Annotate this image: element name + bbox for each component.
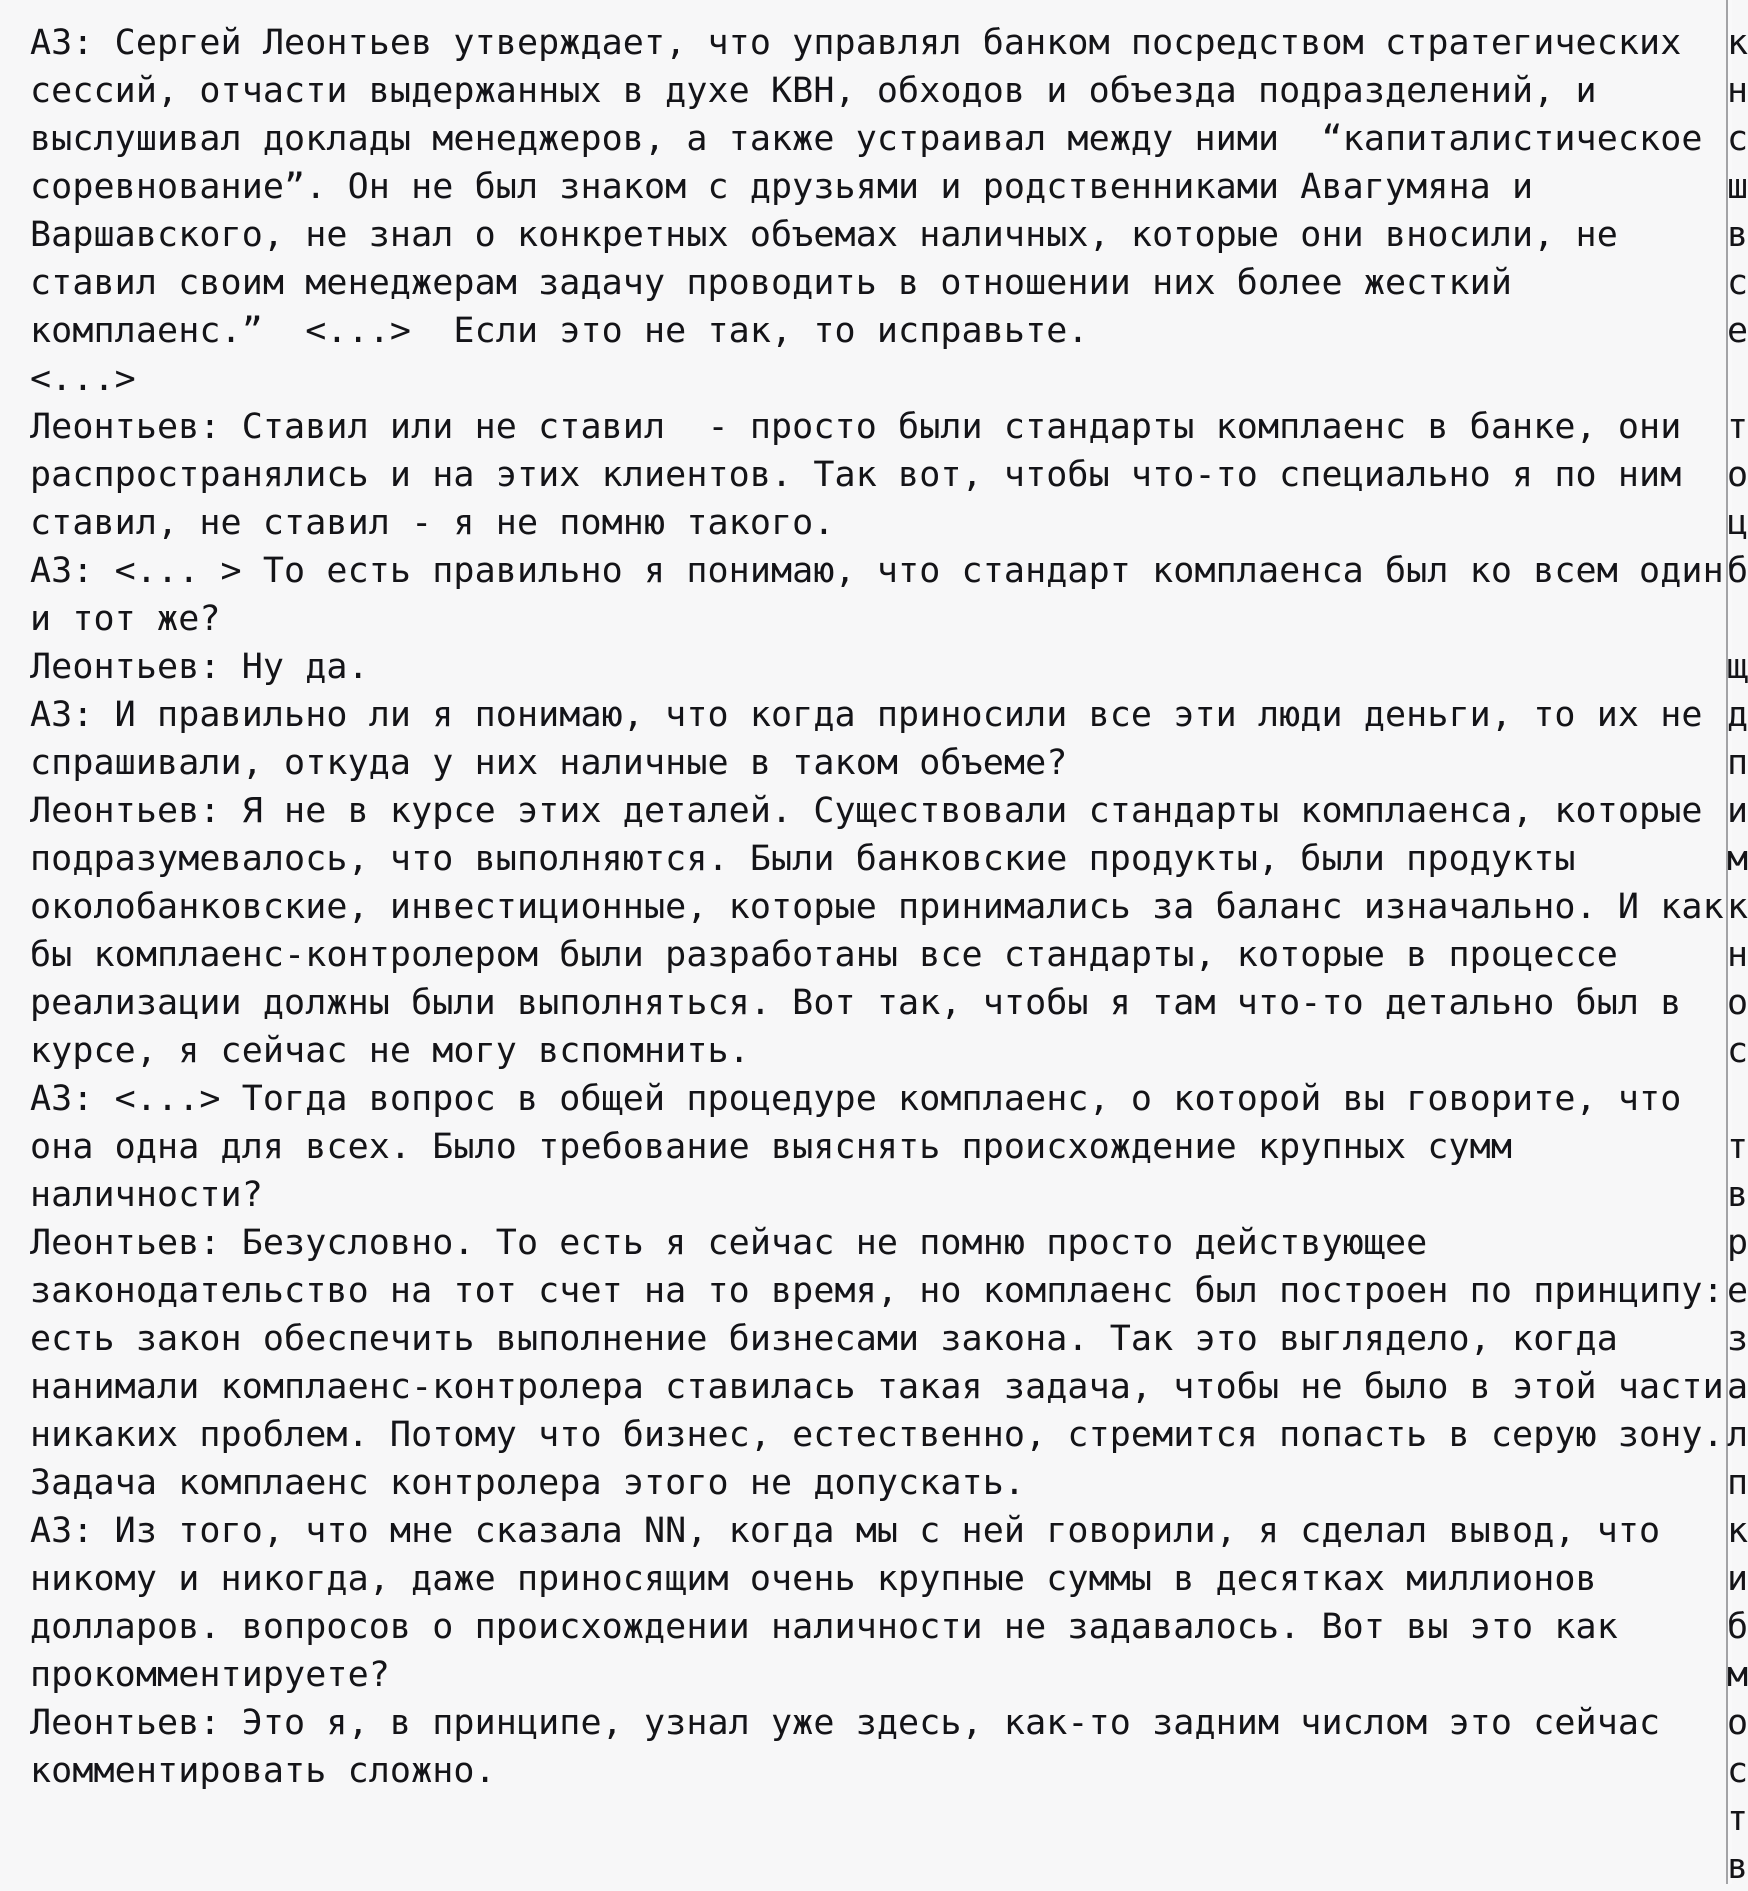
transcript-text: АЗ: Сергей Леонтьев утверждает, что управлял банком посредством стратегических сессий, отчасти выдержанных в духе КВН, обходов и объезда подразделений, и выслушивал доклады менеджеров, а также устраивал между ними “капиталистическое соревнование”. Он не был знаком с друзьями и родственниками Авагумяна и Варшавского, не знал о конкретных объемах наличных, которые они вносили, не ставил своим менеджерам задачу проводить в отношении них более жесткий комплаенс.” <...> Если это не так, то исправьте. <...> Леонтьев: Ставил или не ставил - просто были стандарты комплаенс в банке, они распространялись и на этих клиентов. Так вот, чтобы что-то специально я по ним ставил, не ставил - я не помню такого. АЗ: <... > То есть правильно я понимаю, что стандарт комплаенса был ко всем один и тот же? Леонтьев: Ну да. АЗ: И правильно ли я понимаю, что когда приносили все эти люди деньги, то их не спрашивали, откуда у них наличные в таком объеме? Леонтьев: Я не в курсе этих деталей. Существовали стандарты комплаенса, которые подразумевалось, что выполняются. Были банковские продукты, были продукты околобанковские, инвестиционные, которые принимались за баланс изначально. И как бы комплаенс-контролером были разработаны все стандарты, которые в процессе реализации должны были выполняться. Вот так, чтобы я там что-то детально был в курсе, я сейчас не могу вспомнить. АЗ: <...> Тогда вопрос в общей процедуре комплаенс, о которой вы говорите, что она одна для всех. Было требование выяснять происхождение крупных сумм наличности? Леонтьев: Безусловно. То есть я сейчас не помню просто действующее законодательство на тот счет на то время, но комплаенс был построен по принципу: есть закон обеспечить выполнение бизнесами закона. Так это выглядело, когда нанимали комплаенс-контролера ставилась такая задача, чтобы не было в этой части никаких проблем. Потому что бизнес, естественно, стремится попасть в серую зону. Задача комплаенс контролера этого не допускать. АЗ: Из того, что мне сказала NN, когда мы с ней говорили, я сделал вывод, что никому и никогда, даже приносящим очень крупные суммы в десятках миллионов долларов. вопросов о происхождении наличности не задавалось. Вот вы это как прокомментируете? Леонтьев: Это я, в принципе, узнал уже здесь, как-то задним числом это сейчас комментировать сложно. [30,23,1724,1791]
clipped-adjacent-text: к н с ш в с е т о ц б щ д п и м к н о с т в р е з а л п к и б м о с т в [1727,23,1748,1887]
clipped-adjacent-column [1727,0,1748,1887]
